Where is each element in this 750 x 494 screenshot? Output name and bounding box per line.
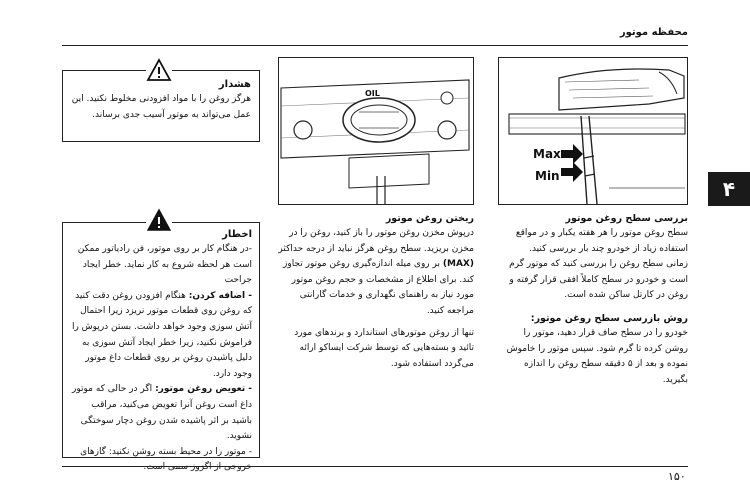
max-mark: (MAX)	[442, 259, 474, 270]
inspection-method-heading: روش بازرسی سطح روغن موتور:	[530, 312, 688, 324]
oil-cap-illustration	[279, 58, 473, 204]
footer-divider	[62, 466, 688, 467]
header-divider	[62, 45, 688, 46]
danger-change-oil-label: - تعویض روغن موتور:	[155, 384, 252, 395]
oil-brand-paragraph: تنها از روغن موتورهای استاندارد و برندهای مورد تائید و بسته‌هایی که توسط شرکت ایساکو ارائه می‌گردد استفاده شود.	[294, 327, 474, 369]
danger-add-oil-label: - اضافه کردن:	[188, 290, 252, 301]
column-right	[498, 212, 688, 388]
page-number: ۱۵۰	[668, 470, 686, 483]
danger-add-oil-text: هنگام افزودن روغن دقت کنید که روغن روی قطعات موتور نریزد زیرا احتمال آتش سوزی وجود خواهد داشت. بستن درپوش را فراموش نکنید، زیرا خطر ایجاد آتش سوزی به دلیل پاشیدن روغن بر روی قطعات داغ موتور وجود دارد.	[71, 290, 252, 379]
dipstick-illustration	[499, 58, 687, 204]
max-label: Max	[533, 147, 561, 161]
page-header-title: محفظه موتور	[619, 27, 688, 38]
pour-oil-paragraph: درپوش مخزن روغن موتور را باز کنید، روغن را در مخزن بریزید. سطح روغن هرگز نباید از درجه حداکثر (MAX) بر روی میله اندازه‌گیری روغن موتور تجاوز کند. برای اطلاع از مشخصات و حجم روغن موتور مورد نیاز به راهنمای نگهداری و خدمات گارانتی مراجعه کنید.	[278, 228, 474, 316]
check-oil-paragraph-2: زمانی سطح روغن را بررسی کنید که موتور گرم است و خودرو در سطح کاملاً افقی قرار گرفته و روغن در کارتل ساکن شده است.	[509, 259, 688, 301]
warning-title: هشدار	[218, 79, 251, 90]
danger-intro: -در هنگام کار بر روی موتور، فن رادیاتور ممکن است هر لحظه شروع به کار نماید. خطر ایجاد جراحت	[77, 244, 252, 286]
check-oil-heading: بررسی سطح روغن موتور	[565, 213, 688, 224]
dipstick-figure	[498, 57, 688, 205]
danger-triangle-icon	[146, 208, 172, 232]
min-label: Min	[535, 169, 560, 183]
min-arrow-icon	[561, 162, 583, 182]
danger-change-oil-text: اگر در حالی که موتور داغ است روغن آنرا تعویض می‌کنید، مراقب باشید بر اثر پاشیده شدن روغن دچار سوختگی نشوید.	[72, 384, 252, 442]
column-middle	[278, 212, 474, 372]
max-arrow-icon	[561, 144, 583, 164]
warning-text: هرگز روغن را با مواد افزودنی مخلوط نکنید. این عمل می‌تواند به موتور آسیب جدی برساند.	[71, 94, 251, 120]
oil-cap-figure	[278, 57, 474, 205]
check-oil-paragraph-1: سطح روغن موتور را هر هفته یکبار و در مواقع استفاده زیاد از خودرو چند بار بررسی کنید.	[515, 228, 688, 254]
danger-exhaust-text: - موتور را در محیط بسته روشن نکنید: گازهای خروجی از اگزوز سمی است.	[80, 446, 252, 473]
inspection-method-paragraph: خودرو را در سطح صاف قرار دهید، موتور را روشن کرده تا گرم شود. سپس موتور را خاموش نموده و بعد از ۵ دقیقه سطح روغن را اندازه بگیرید.	[506, 327, 688, 385]
chapter-tab[interactable]: ۴	[708, 172, 750, 206]
pour-oil-heading: ریختن روغن موتور	[385, 213, 474, 224]
warning-box	[62, 70, 260, 142]
warning-triangle-icon	[146, 58, 172, 82]
oil-cap-text: OIL	[365, 89, 380, 98]
danger-title: اخطار	[222, 229, 252, 240]
danger-box	[62, 222, 260, 473]
danger-text	[70, 242, 252, 476]
